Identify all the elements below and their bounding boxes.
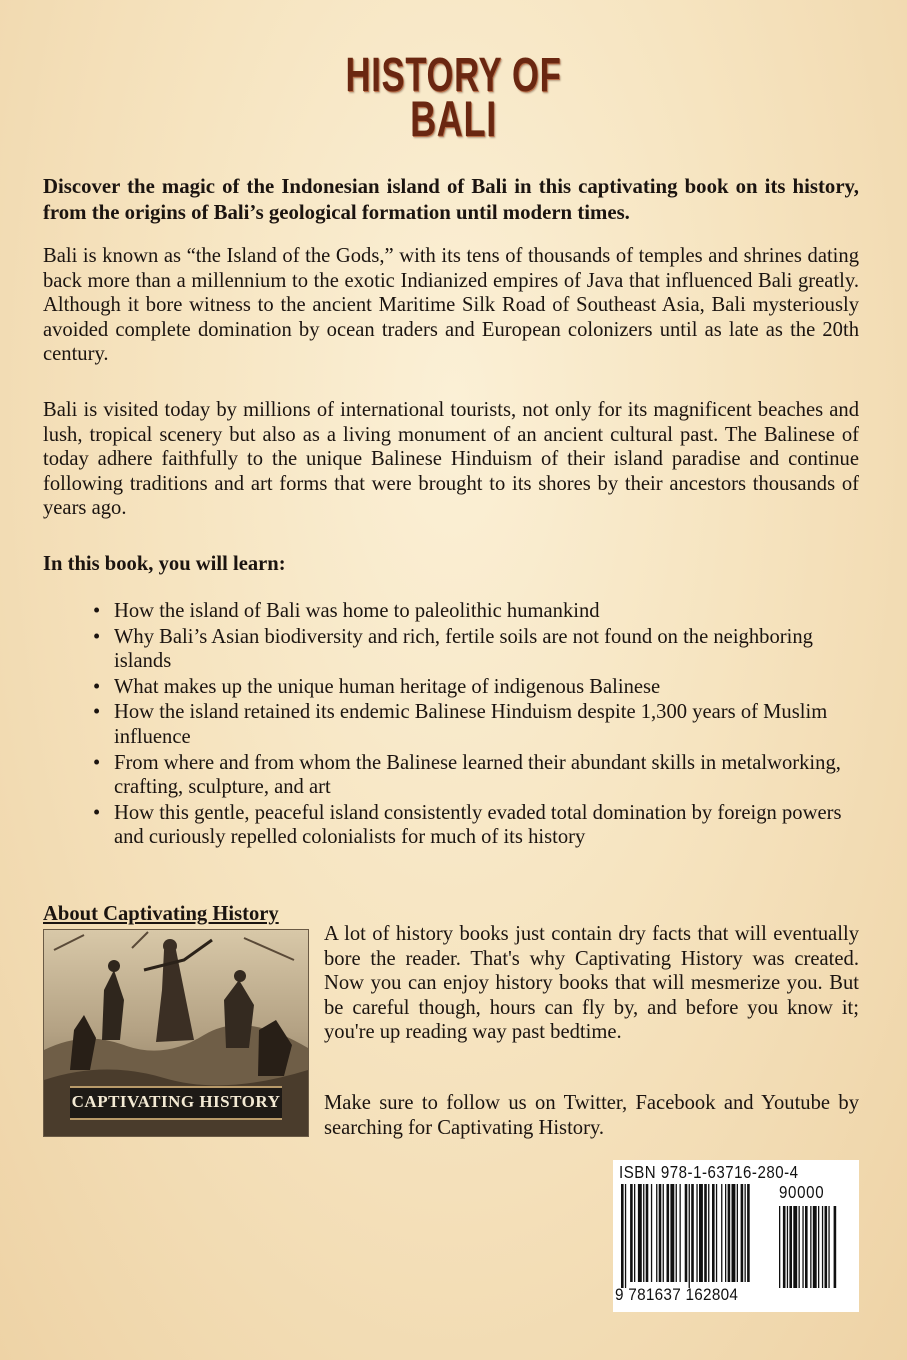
bullet-item <box>88 599 868 624</box>
bullet-item <box>88 700 868 749</box>
bullet-item <box>88 801 868 850</box>
body-paragraph-1: Bali is known as “the Island of the Gods,” with its tens of thousands of temples and shrines dating back more than a millennium to the exotic Indianized empires of Java that influenced Bali greatly. Although it bore witness to the ancient Maritime Silk Road of Southeast Asia, Bali mysteriously avoided complete domination by ocean traders and European colonizers until as late as the 20th century. <box>43 245 859 366</box>
bullet-dot: • <box>93 625 101 648</box>
bullet-text: What makes up the unique human heritage of indigenous Balinese <box>114 675 661 698</box>
body-paragraph-2: Bali is visited today by millions of international tourists, not only for its magnificent beaches and lush, tropical scenery but also as a living monument of an ancient cultural past. The Balinese of today adhere faithfully to the unique Balinese Hinduism of their island paradise and continue following traditions and art forms that were brought to its shores by their ancestors thousands of years ago. <box>43 399 859 520</box>
learn-bullet-list <box>88 599 868 851</box>
bullet-item <box>88 751 868 800</box>
barcode-bar <box>663 1184 664 1282</box>
bullet-item <box>88 675 868 700</box>
title-line-1: HISTORY OF <box>345 49 562 102</box>
barcode-bar <box>728 1184 731 1282</box>
addon-bar <box>802 1206 803 1288</box>
isbn-label: ISBN 978-1-63716-280-4 <box>619 1162 799 1182</box>
addon-bar <box>822 1206 823 1288</box>
addon-bar <box>818 1206 819 1288</box>
bullet-item <box>88 625 868 674</box>
barcode-bar <box>747 1184 750 1282</box>
barcode-bar <box>732 1184 736 1282</box>
about-paragraph-1: A lot of history books just contain dry facts that will eventually bore the reader. That's why Captivating History was created. Now you can enjoy history books that will mesmerize you. But be careful though, hours can fly by, and before you know it; you're up reading way past bedtime. <box>324 923 859 1044</box>
addon-bar <box>789 1206 792 1288</box>
barcode-bar <box>656 1184 657 1282</box>
barcode-bar <box>699 1184 703 1282</box>
learn-heading: In this book, you will learn: <box>43 553 286 575</box>
price-code: 90000 <box>779 1182 825 1202</box>
barcode-bar <box>745 1184 746 1282</box>
barcode-bar <box>716 1184 717 1282</box>
bullet-text: Why Bali’s Asian biodiversity and rich, fertile soils are not found on the neighboring islands <box>114 625 813 673</box>
addon-bar <box>783 1206 786 1288</box>
barcode-bar <box>667 1184 670 1282</box>
addon-bar <box>793 1206 797 1288</box>
bullet-dot: • <box>93 801 101 824</box>
addon-bar <box>799 1206 800 1288</box>
bullet-dot: • <box>93 701 101 724</box>
bullet-dot: • <box>93 751 101 774</box>
barcode-bar <box>689 1184 690 1288</box>
addon-bar <box>787 1206 788 1288</box>
bullet-text: How this gentle, peaceful island consistently evaded total domination by foreign powers and curiously repelled colonialists for much of its history <box>114 801 842 849</box>
bullet-text: How the island retained its endemic Balinese Hinduism despite 1,300 years of Muslim influence <box>114 701 828 748</box>
barcode-bar <box>651 1184 652 1282</box>
bullet-dot: • <box>93 675 101 698</box>
barcode-bar <box>708 1184 709 1282</box>
addon-bar <box>828 1206 829 1288</box>
barcode-bar <box>630 1184 633 1282</box>
barcode-bar <box>659 1184 662 1282</box>
barcode-bar <box>676 1184 677 1282</box>
about-image-banner <box>70 1086 282 1120</box>
barcode-bar <box>725 1184 726 1282</box>
barcode-bar <box>638 1184 642 1282</box>
barcode-bar <box>712 1184 715 1282</box>
about-paragraph-2: Make sure to follow us on Twitter, Facebook and Youtube by searching for Captivating History. <box>324 1092 859 1139</box>
barcode-digits: 9 781637 162804 <box>615 1285 739 1304</box>
about-image-label: CAPTIVATING HISTORY <box>71 1092 281 1111</box>
addon-bar <box>825 1206 828 1288</box>
addon-bar <box>779 1206 780 1288</box>
barcode-bar <box>625 1184 626 1288</box>
barcode-bar <box>685 1184 688 1282</box>
barcode-bar <box>643 1184 644 1282</box>
addon-bar <box>810 1206 811 1288</box>
barcode-bar <box>680 1184 681 1282</box>
barcode-bar <box>634 1184 635 1282</box>
addon-bar <box>834 1206 837 1288</box>
isbn-barcode-box <box>613 1160 859 1312</box>
about-heading: About Captivating History <box>43 903 279 925</box>
about-battle-painting <box>44 930 308 1136</box>
bullet-text: From where and from whom the Balinese learned their abundant skills in metalworking, crafting, sculpture, and art <box>114 751 841 799</box>
barcode-bar <box>621 1184 624 1288</box>
barcode-bar <box>670 1184 674 1282</box>
barcode-bar <box>696 1184 697 1282</box>
bullet-dot: • <box>93 600 101 622</box>
barcode-bar <box>704 1184 707 1282</box>
barcode-bar <box>646 1184 649 1282</box>
barcode-bar <box>691 1184 694 1282</box>
intro-paragraph: Discover the magic of the Indonesian island of Bali in this captivating book on its history, from the origins of Bali’s geological formation until modern times. <box>43 175 859 224</box>
bullet-text: How the island of Bali was home to paleolithic humankind <box>114 600 600 622</box>
barcode-bar <box>741 1184 744 1282</box>
barcode-bar <box>721 1184 722 1282</box>
barcode-bar <box>737 1184 738 1282</box>
addon-bar <box>805 1206 808 1288</box>
title-line-2: BALI <box>410 91 497 147</box>
addon-bar <box>813 1206 817 1288</box>
